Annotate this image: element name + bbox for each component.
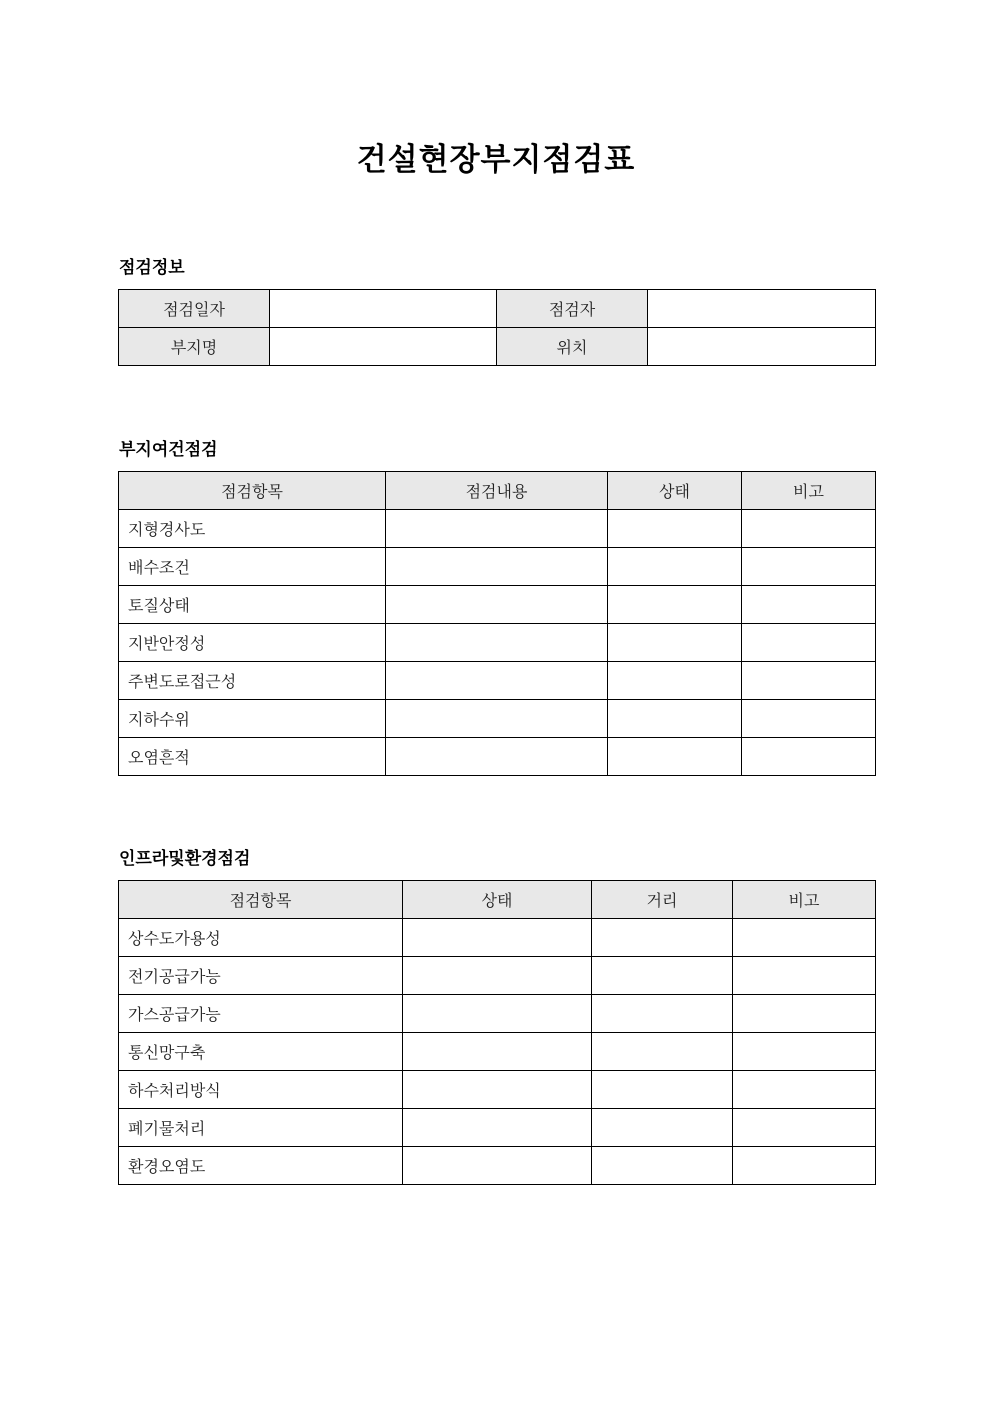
item-cell: 상수도가용성 [119,919,403,957]
table-row [119,510,876,548]
status-cell[interactable] [403,957,592,995]
item-cell: 폐기물처리 [119,1109,403,1147]
status-cell[interactable] [403,995,592,1033]
site-name-field[interactable] [270,328,497,366]
note-cell[interactable] [733,995,876,1033]
content-cell[interactable] [386,624,608,662]
note-cell[interactable] [733,1071,876,1109]
content-cell[interactable] [386,700,608,738]
document-title: 건설현장부지점검표 [356,142,636,178]
status-cell[interactable] [403,1033,592,1071]
content-cell[interactable] [386,510,608,548]
table-header-row [119,881,876,919]
section-heading-inspection-info: 점검정보 [119,258,185,278]
table-row [119,700,876,738]
status-cell[interactable] [403,1147,592,1185]
column-header-item: 점검항목 [119,881,403,919]
note-cell[interactable] [733,919,876,957]
item-cell: 지반안정성 [119,624,386,662]
status-cell[interactable] [403,1071,592,1109]
item-cell: 하수처리방식 [119,1071,403,1109]
inspection-date-label: 점검일자 [119,290,270,328]
item-cell: 환경오염도 [119,1147,403,1185]
item-cell: 전기공급가능 [119,957,403,995]
table-row [119,328,876,366]
column-header-status: 상태 [608,472,742,510]
table-header-row [119,472,876,510]
distance-cell[interactable] [592,1033,733,1071]
table-row [119,662,876,700]
status-cell[interactable] [608,548,742,586]
table-row [119,995,876,1033]
content-cell[interactable] [386,586,608,624]
location-label: 위치 [497,328,648,366]
item-cell: 주변도로접근성 [119,662,386,700]
distance-cell[interactable] [592,1109,733,1147]
distance-cell[interactable] [592,1147,733,1185]
status-cell[interactable] [608,662,742,700]
inspector-field[interactable] [648,290,876,328]
infrastructure-table [118,880,876,1185]
column-header-content: 점검내용 [386,472,608,510]
content-cell[interactable] [386,738,608,776]
table-row [119,586,876,624]
item-cell: 지형경사도 [119,510,386,548]
inspection-date-field[interactable] [270,290,497,328]
column-header-item: 점검항목 [119,472,386,510]
item-cell: 오염흔적 [119,738,386,776]
table-row [119,1033,876,1071]
note-cell[interactable] [742,700,876,738]
item-cell: 통신망구축 [119,1033,403,1071]
location-field[interactable] [648,328,876,366]
note-cell[interactable] [742,662,876,700]
column-header-status: 상태 [403,881,592,919]
section-heading-infrastructure: 인프라및환경점검 [119,849,251,869]
column-header-distance: 거리 [592,881,733,919]
distance-cell[interactable] [592,919,733,957]
content-cell[interactable] [386,662,608,700]
status-cell[interactable] [608,510,742,548]
note-cell[interactable] [733,1109,876,1147]
item-cell: 가스공급가능 [119,995,403,1033]
note-cell[interactable] [742,548,876,586]
column-header-note: 비고 [733,881,876,919]
note-cell[interactable] [733,1147,876,1185]
note-cell[interactable] [742,624,876,662]
inspection-info-table [118,289,876,366]
status-cell[interactable] [608,586,742,624]
note-cell[interactable] [733,1033,876,1071]
site-name-label: 부지명 [119,328,270,366]
inspector-label: 점검자 [497,290,648,328]
content-cell[interactable] [386,548,608,586]
note-cell[interactable] [733,957,876,995]
table-row [119,1147,876,1185]
table-row [119,624,876,662]
distance-cell[interactable] [592,957,733,995]
status-cell[interactable] [403,919,592,957]
section-heading-site-conditions: 부지여건점검 [119,440,218,460]
site-conditions-table [118,471,876,776]
table-row [119,1071,876,1109]
note-cell[interactable] [742,510,876,548]
distance-cell[interactable] [592,1071,733,1109]
item-cell: 토질상태 [119,586,386,624]
table-row [119,548,876,586]
table-row [119,1109,876,1147]
item-cell: 지하수위 [119,700,386,738]
note-cell[interactable] [742,586,876,624]
table-row [119,957,876,995]
table-row [119,919,876,957]
status-cell[interactable] [608,738,742,776]
distance-cell[interactable] [592,995,733,1033]
status-cell[interactable] [608,700,742,738]
note-cell[interactable] [742,738,876,776]
status-cell[interactable] [403,1109,592,1147]
table-row [119,290,876,328]
status-cell[interactable] [608,624,742,662]
item-cell: 배수조건 [119,548,386,586]
column-header-note: 비고 [742,472,876,510]
table-row [119,738,876,776]
